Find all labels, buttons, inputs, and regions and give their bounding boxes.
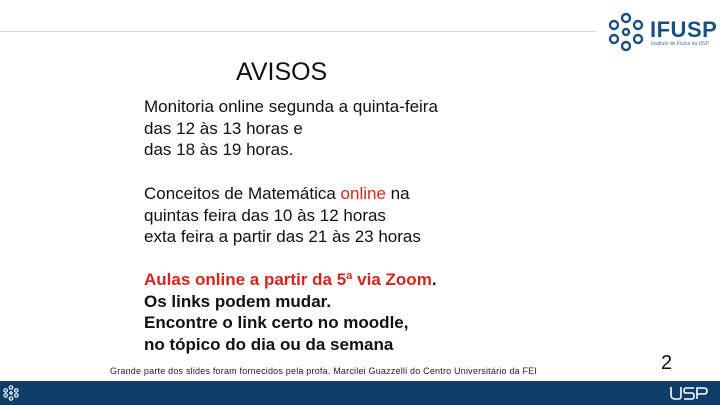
conceitos-line-2: quintas feira das 10 às 12 horas <box>144 205 386 225</box>
aulas-line-4: no tópico do dia ou da semana <box>144 334 394 354</box>
slide-credit: Grande parte dos slides foram fornecidos pela profa. Marcilei Guazzelli do Centro Universitário da FEI <box>110 366 538 376</box>
usp-logo-icon <box>669 386 709 400</box>
aulas-line-2: Os links podem mudar. <box>144 291 332 311</box>
conceitos-line-1-end: na <box>385 184 410 203</box>
ifusp-flower-icon <box>3 385 19 401</box>
aulas-highlight: Aulas online a partir da 5ª via Zoom <box>144 270 432 289</box>
conceitos-block <box>144 183 421 248</box>
slide-title: AVISOS <box>236 58 328 86</box>
aulas-line-3: Encontre o link certo no moodle, <box>144 313 409 332</box>
aulas-block <box>144 269 437 355</box>
online-highlight: online <box>340 184 386 203</box>
page-number: 2 <box>661 352 673 374</box>
conceitos-line-1 <box>144 183 421 205</box>
conceitos-line-3: exta feira a partir das 21 às 23 horas <box>144 227 421 246</box>
footer-bar <box>0 381 720 405</box>
logo-text: IFUSP <box>650 17 718 42</box>
aulas-line-1-end: . <box>431 270 437 289</box>
monitoria-line-1: Monitoria online segunda a quinta-feira <box>144 97 438 116</box>
monitoria-line-2: das 12 às 13 horas e <box>144 118 303 138</box>
logo-subtitle: Instituto de Física da USP <box>651 41 709 47</box>
monitoria-block <box>144 96 438 161</box>
conceitos-line-1-start: Conceitos de Matemática <box>144 184 341 203</box>
monitoria-line-3: das 18 às 19 horas. <box>144 140 294 159</box>
ifusp-logo <box>608 12 718 52</box>
ifusp-flower-icon <box>608 12 644 52</box>
header-divider <box>0 31 596 32</box>
aulas-line-1 <box>144 269 437 291</box>
